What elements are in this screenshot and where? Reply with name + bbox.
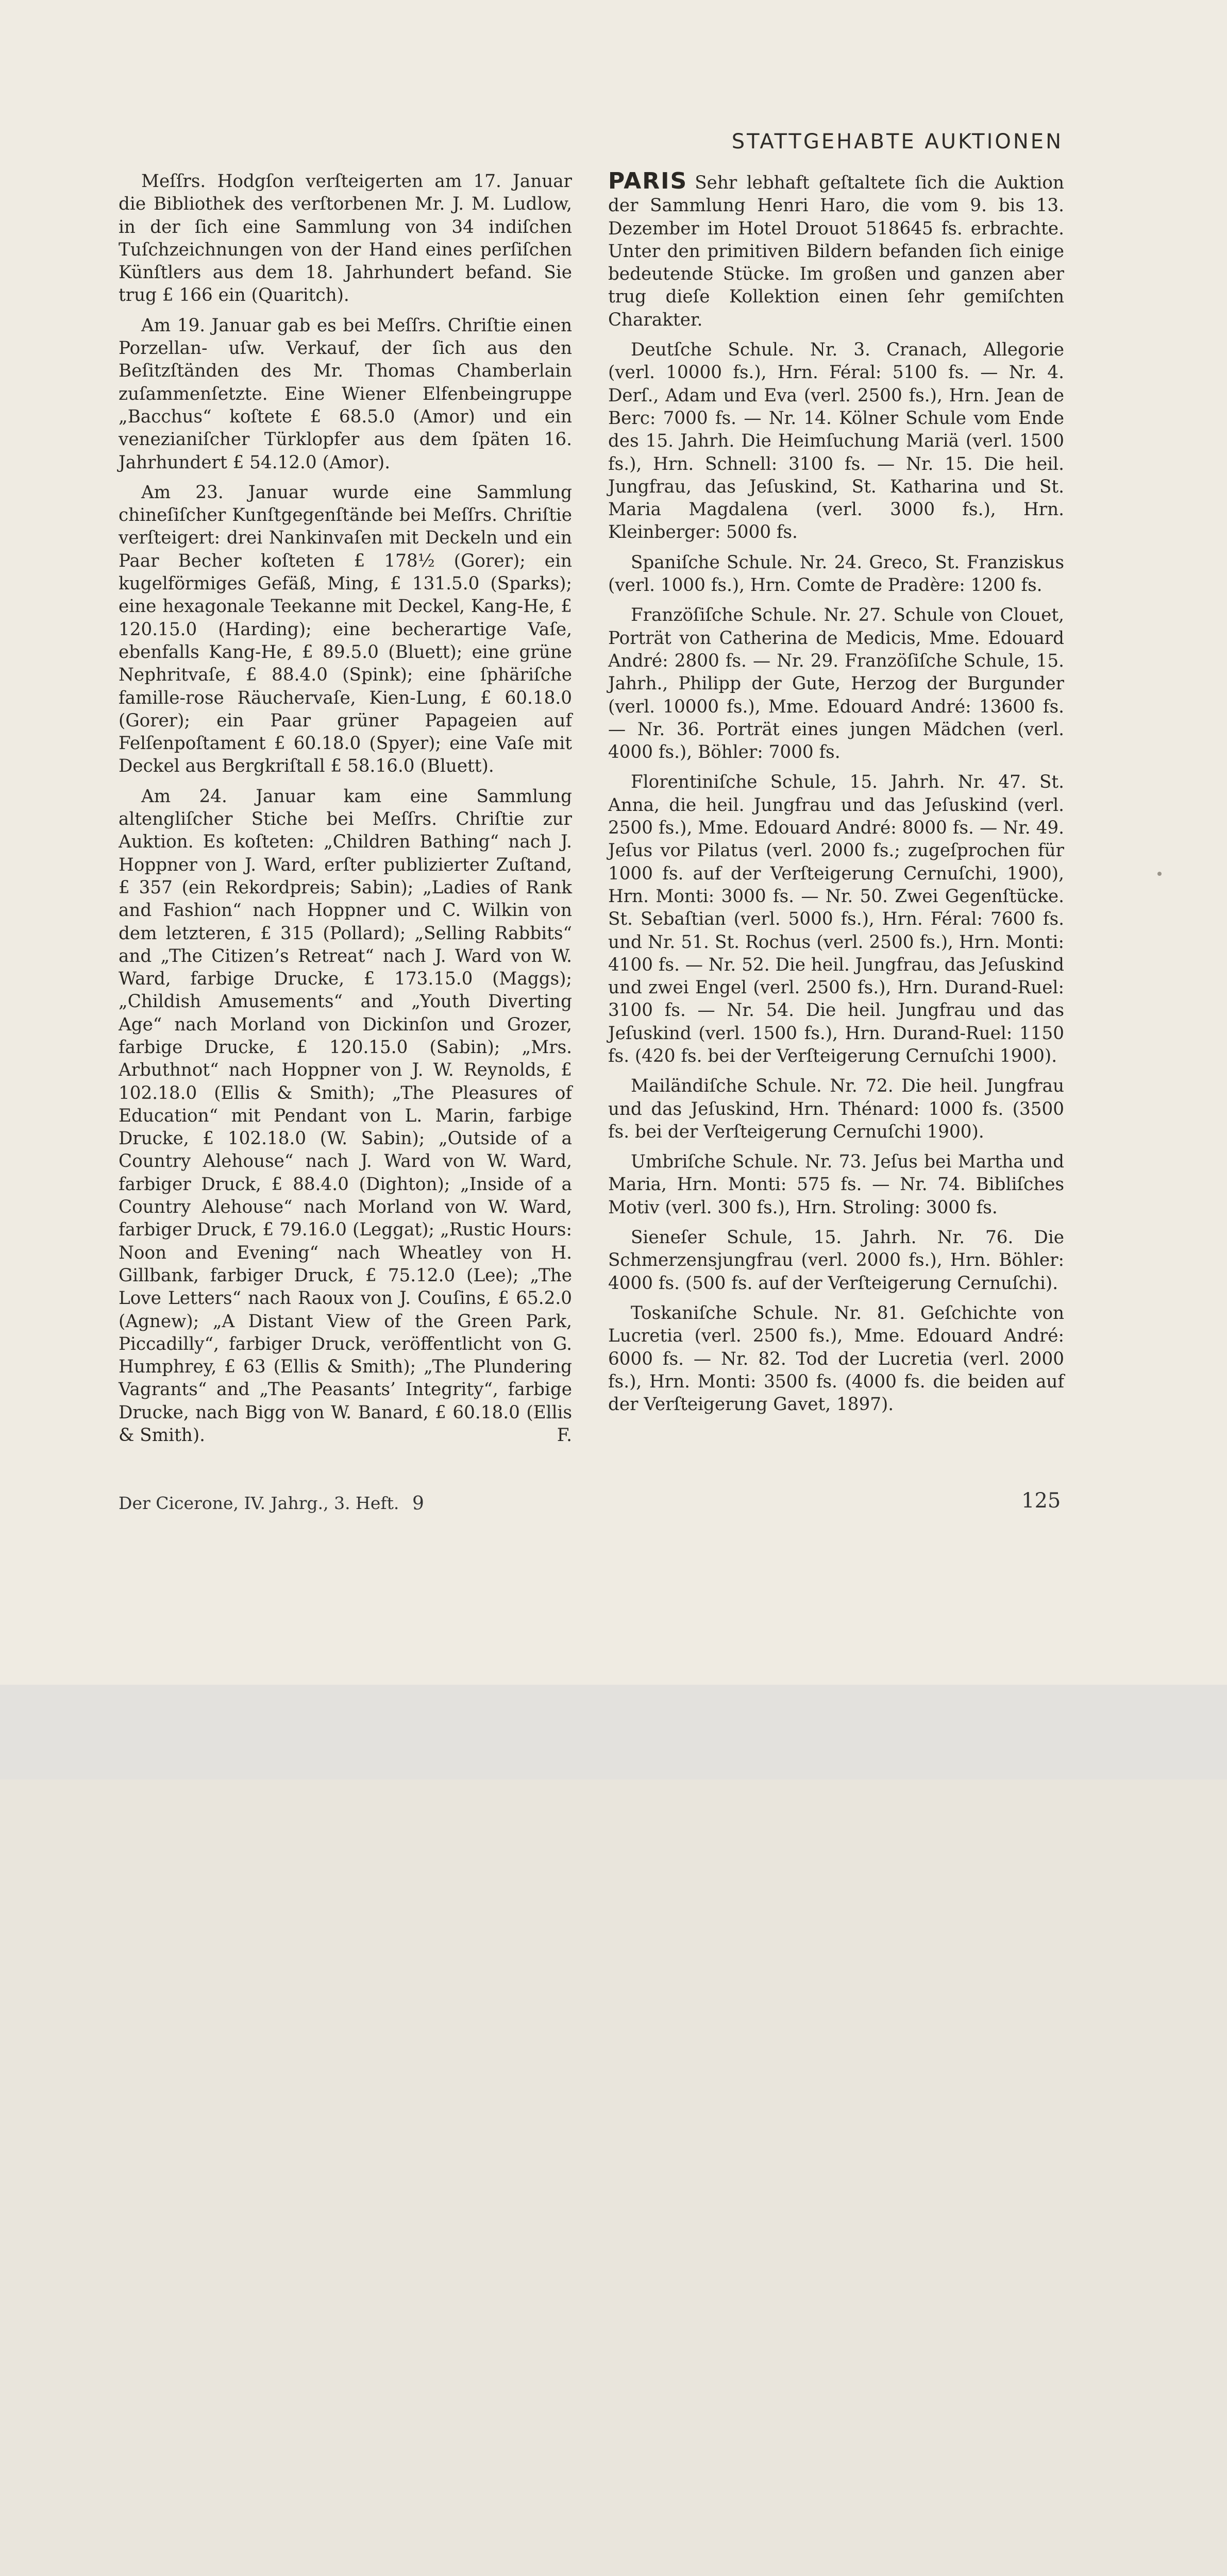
left-column [119,170,572,1454]
paragraph: Spaniſche Schule. Nr. 24. Greco, St. Franziskus (verl. 1000 fs.), Hrn. Comte de Pradère: 1200 fs. [608,552,1064,596]
paragraph-text: Sehr lebhaft geſtaltete ſich die Auktion der Sammlung Henri Haro, die vom 9. bis 13. Dezember im Hotel Drouot 518645 fs. erbrachte. Unter den primitiven Bildern befanden ſich einige bedeutende Stücke. Im großen und ganzen aber trug dieſe Kollektion einen ſehr gemiſchten Charakter. [608,173,1064,330]
signature-mark: 9 [412,1493,424,1514]
library-bar [0,1685,1227,1780]
paragraph: Franzöſiſche Schule. Nr. 27. Schule von Clouet, Porträt von Catherina de Medicis, Mme. Edouard André: 2800 fs. — Nr. 29. Franzöſiſche Schule, 15. Jahrh., Philipp der Gute, Herzog der Burgunder (verl. 10000 fs.), Mme. Edouard André: 13600 fs. — Nr. 36. Porträt eines jungen Mädchen (verl. 4000 fs.), Böhler: 7000 fs. [608,605,1064,763]
running-head: STATTGEHABTE AUKTIONEN [731,130,1063,154]
paragraph: Sieneſer Schule, 15. Jahrh. Nr. 76. Die Schmerzensjungfrau (verl. 2000 fs.), Hrn. Böhler: 4000 fs. (500 fs. auf der Verſteigerung Cernuſchi). [608,1227,1064,1294]
paragraph: Am 23. Januar wurde eine Sammlung chineſiſcher Kunſtgegenſtände bei Meſſrs. Chriſtie verſteigert: drei Nankinvaſen mit Deckeln und ein Paar Becher koſteten £ 178½ (Gorer); ein kugelförmiges Gefäß, Ming, £ 131.5.0 (Sparks); eine hexagonale Teekanne mit Deckel, Kang-He, £ 120.15.0 (Harding); eine becherartige Vaſe, ebenfalls Kang-He, £ 89.5.0 (Bluett); eine grüne Nephritvaſe, £ 88.4.0 (Spink); eine ſphäriſche famille-rose Räuchervaſe, Kien-Lung, £ 60.18.0 (Gorer); ein Paar grüner Papageien auf Felſenpoſtament £ 60.18.0 (Spyer); eine Vaſe mit Deckel aus Bergkriſtall £ 58.16.0 (Bluett). [119,482,572,777]
paragraph: Meſſrs. Hodgſon verſteigerten am 17. Januar die Bibliothek des verſtorbenen Mr. J. M. Ludlow, in der ſich eine Sammlung von 34 indiſchen Tuſchzeichnungen von der Hand eines perſiſchen Künſtlers aus dem 18. Jahrhundert befand. Sie trug £ 166 ein (Quaritch). [119,171,572,306]
section-heading: PARIS [608,168,688,194]
page-number: 125 [1021,1489,1061,1513]
paragraph [119,785,572,1447]
paragraph-text: Am 24. Januar kam eine Sammlung altengliſcher Stiche bei Meſſrs. Chriſtie zur Auktion. Es koſteten: „Children Bathing“ nach J. Hoppner von J. Ward, erſter publizierter Zuſtand, £ 357 (ein Rekordpreis; Sabin); „Ladies of Rank and Fashion“ nach Hoppner und C. Wilkin von dem letzteren, £ 315 (Pollard); „Selling Rabbits“ and „The Citizen’s Retreat“ nach J. Ward von W. Ward, farbige Drucke, £ 173.15.0 (Maggs); „Childish Amusements“ and „Youth Diverting Age“ nach Morland von Dickinſon und Grozer, farbige Drucke, £ 120.15.0 (Sabin); „Mrs. Arbuthnot“ nach Hoppner von J. W. Reynolds, £ 102.18.0 (Ellis & Smith); „The Pleasures of Education“ mit Pendant von L. Marin, farbige Drucke, £ 102.18.0 (W. Sabin); „Outside of a Country Alehouse“ nach J. Ward von W. Ward, farbiger Druck, £ 88.4.0 (Dighton); „Inside of a Country Alehouse“ nach Morland von W. Ward, farbiger Druck, £ 79.16.0 (Leggat); „Rustic Hours: Noon and Evening“ nach Wheatley von H. Gillbank, farbiger Druck, £ 75.12.0 (Lee); „The Love Letters“ nach Raoux von J. Couſins, £ 65.2.0 (Agnew); „A Distant View of the Green Park, Piccadilly“, farbiger Druck, veröffentlicht von G. Humphrey, £ 63 (Ellis & Smith); „The Plundering Vagrants“ and „The Peasants’ Integrity“, farbige Drucke, nach Bigg von W. Banard, £ 60.18.0 (Ellis & Smith). [119,786,572,1446]
paragraph: Deutſche Schule. Nr. 3. Cranach, Allegorie (verl. 10000 fs.), Hrn. Féral: 5100 fs. — Nr. 4. Derſ., Adam und Eva (verl. 2500 fs.), Hrn. Jean de Berc: 7000 fs. — Nr. 14. Kölner Schule vom Ende des 15. Jahrh. Die Heimſuchung Mariä (verl. 1500 fs.), Hrn. Schnell: 3100 fs. — Nr. 15. Die heil. Jungfrau, das Jeſuskind, St. Katharina und St. Maria Magdalena (verl. 3000 fs.), Hrn. Kleinberger: 5000 fs. [608,340,1064,543]
paragraph: Toskaniſche Schule. Nr. 81. Geſchichte von Lucretia (verl. 2500 fs.), Mme. Edouard André: 6000 fs. — Nr. 82. Tod der Lucretia (verl. 2000 fs.), Hrn. Monti: 3500 fs. (4000 fs. die beiden auf der Verſteigerung Gavet, 1897). [608,1302,1064,1415]
paragraph [608,170,1064,331]
paragraph: Am 19. Januar gab es bei Meſſrs. Chriſtie einen Porzellan- uſw. Verkauf, der ſich aus den Beſitzſtänden des Mr. Thomas Chamberlain zuſammenſetzte. Eine Wiener Elfenbeingruppe „Bacchus“ koſtete £ 68.5.0 (Amor) und ein venezianiſcher Türklopfer aus dem ſpäten 16. Jahrhundert £ 54.12.0 (Amor). [119,315,572,473]
right-column [608,170,1064,1423]
paragraph: Umbriſche Schule. Nr. 73. Jeſus bei Martha und Maria, Hrn. Monti: 575 fs. — Nr. 74. Bibliſches Motiv (verl. 300 fs.), Hrn. Stroling: 3000 fs. [608,1151,1064,1218]
scan-speck [1157,872,1162,876]
paragraph: Mailändiſche Schule. Nr. 72. Die heil. Jungfrau und das Jeſuskind, Hrn. Thénard: 1000 fs. (3500 fs. bei der Verſteigerung Cernuſchi 1900). [608,1076,1064,1142]
paragraph: Florentiniſche Schule, 15. Jahrh. Nr. 47. St. Anna, die heil. Jungfrau und das Jeſuskind (verl. 2500 fs.), Mme. Edouard André: 8000 fs. — Nr. 49. Jeſus vor Pilatus (verl. 2000 fs.; zugeſprochen für 1000 fs. auf der Verſteigerung Cernuſchi, 1900), Hrn. Monti: 3000 fs. — Nr. 50. Zwei Gegenſtücke. St. Sebaſtian (verl. 5000 fs.), Hrn. Féral: 7600 fs. und Nr. 51. St. Rochus (verl. 2500 fs.), Hrn. Monti: 4100 fs. — Nr. 52. Die heil. Jungfrau, das Jeſuskind und zwei Engel (verl. 2500 fs.), Hrn. Durand-Ruel: 3100 fs. — Nr. 54. Die heil. Jungfrau und das Jeſuskind (verl. 1500 fs.), Hrn. Durand-Ruel: 1150 fs. (420 fs. bei der Verſteigerung Cernuſchi 1900). [608,772,1064,1066]
author-signature: F. [557,1425,572,1446]
journal-footer: Der Cicerone, IV. Jahrg., 3. Heft. [119,1493,399,1513]
